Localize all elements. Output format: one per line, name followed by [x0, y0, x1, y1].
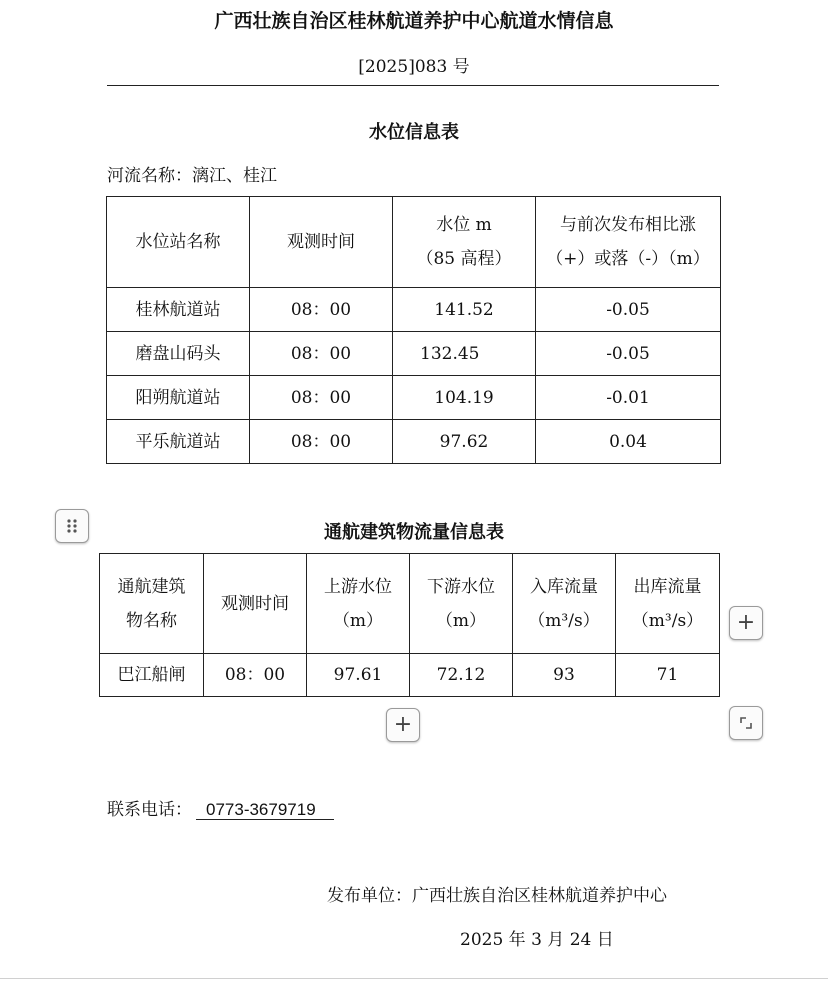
header-level [393, 197, 536, 288]
table-row [107, 288, 721, 332]
plus-icon: + [736, 610, 756, 635]
level-cell: 132.45 [393, 332, 536, 376]
header-inflow [513, 554, 616, 654]
change-cell: 0.04 [536, 420, 721, 464]
level-cell: 141.52 [393, 288, 536, 332]
header-time: 观测时间 [204, 554, 307, 654]
header-outflow [616, 554, 720, 654]
header-building-name-line2: 物名称 [126, 610, 177, 631]
header-change-line1: 与前次发布相比涨 [560, 215, 696, 235]
table-resize-handle[interactable] [729, 706, 763, 740]
station-cell: 平乐航道站 [107, 420, 250, 464]
table-row [107, 332, 721, 376]
header-downstream-line2: （m） [435, 610, 487, 631]
table-row [100, 654, 720, 697]
header-inflow-line1: 入库流量 [530, 576, 598, 597]
document-title: 广西壮族自治区桂林航道养护中心航道水情信息 [214, 10, 614, 32]
header-outflow-line1: 出库流量 [633, 576, 702, 597]
issue-date: 2025 年 3 月 24 日 [460, 930, 614, 950]
phone-number: 0773-3679719 [196, 800, 334, 820]
add-column-button[interactable] [729, 606, 763, 640]
water-level-heading: 水位信息表 [369, 122, 459, 143]
header-downstream-line1: 下游水位 [427, 576, 495, 597]
header-divider [107, 85, 719, 86]
header-inflow-line2: （m³/s） [528, 610, 600, 631]
contact-phone [107, 795, 334, 820]
inflow-cell: 93 [513, 654, 616, 697]
change-cell: -0.05 [536, 288, 721, 332]
time-cell: 08：00 [250, 332, 393, 376]
table-header-row [107, 197, 721, 288]
header-time: 观测时间 [250, 197, 393, 288]
building-name-cell: 巴江船闸 [100, 654, 204, 697]
change-cell: -0.05 [536, 332, 721, 376]
table-row [107, 376, 721, 420]
upstream-cell: 97.61 [307, 654, 410, 697]
level-cell: 97.62 [393, 420, 536, 464]
level-cell: 104.19 [393, 376, 536, 420]
time-cell: 08：00 [250, 288, 393, 332]
header-level-line2: （85 高程） [416, 249, 512, 269]
header-outflow-line2: （m³/s） [631, 610, 704, 631]
time-cell: 08：00 [250, 376, 393, 420]
header-change-line2: （+）或落（-）（m） [546, 249, 710, 269]
header-building-name-line1: 通航建筑 [117, 576, 186, 597]
station-cell: 阳朔航道站 [107, 376, 250, 420]
downstream-cell: 72.12 [410, 654, 513, 697]
water-level-table [106, 196, 721, 464]
header-station: 水位站名称 [107, 197, 250, 288]
phone-label: 联系电话： [107, 800, 192, 820]
station-cell: 磨盘山码头 [107, 332, 250, 376]
header-level-line1: 水位 m [436, 215, 492, 235]
flow-table [99, 553, 720, 697]
time-cell: 08：00 [204, 654, 307, 697]
resize-corner-icon [739, 716, 753, 730]
plus-icon: + [393, 712, 413, 737]
header-upstream [307, 554, 410, 654]
header-building-name [100, 554, 204, 654]
header-downstream [410, 554, 513, 654]
page-bottom-border [0, 978, 828, 979]
flow-heading: 通航建筑物流量信息表 [324, 522, 504, 543]
time-cell: 08：00 [250, 420, 393, 464]
table-row [107, 420, 721, 464]
header-upstream-line2: （m） [332, 610, 384, 631]
header-change [536, 197, 721, 288]
station-cell: 桂林航道站 [107, 288, 250, 332]
river-name-line: 河流名称：漓江、桂江 [107, 166, 277, 186]
issuer-line: 发布单位：广西壮族自治区桂林航道养护中心 [327, 886, 667, 906]
outflow-cell: 71 [616, 654, 720, 697]
table-header-row [100, 554, 720, 654]
header-upstream-line1: 上游水位 [324, 576, 392, 597]
change-cell: -0.01 [536, 376, 721, 420]
add-row-button[interactable] [386, 708, 420, 742]
document-number: [2025]083 号 [358, 57, 470, 77]
